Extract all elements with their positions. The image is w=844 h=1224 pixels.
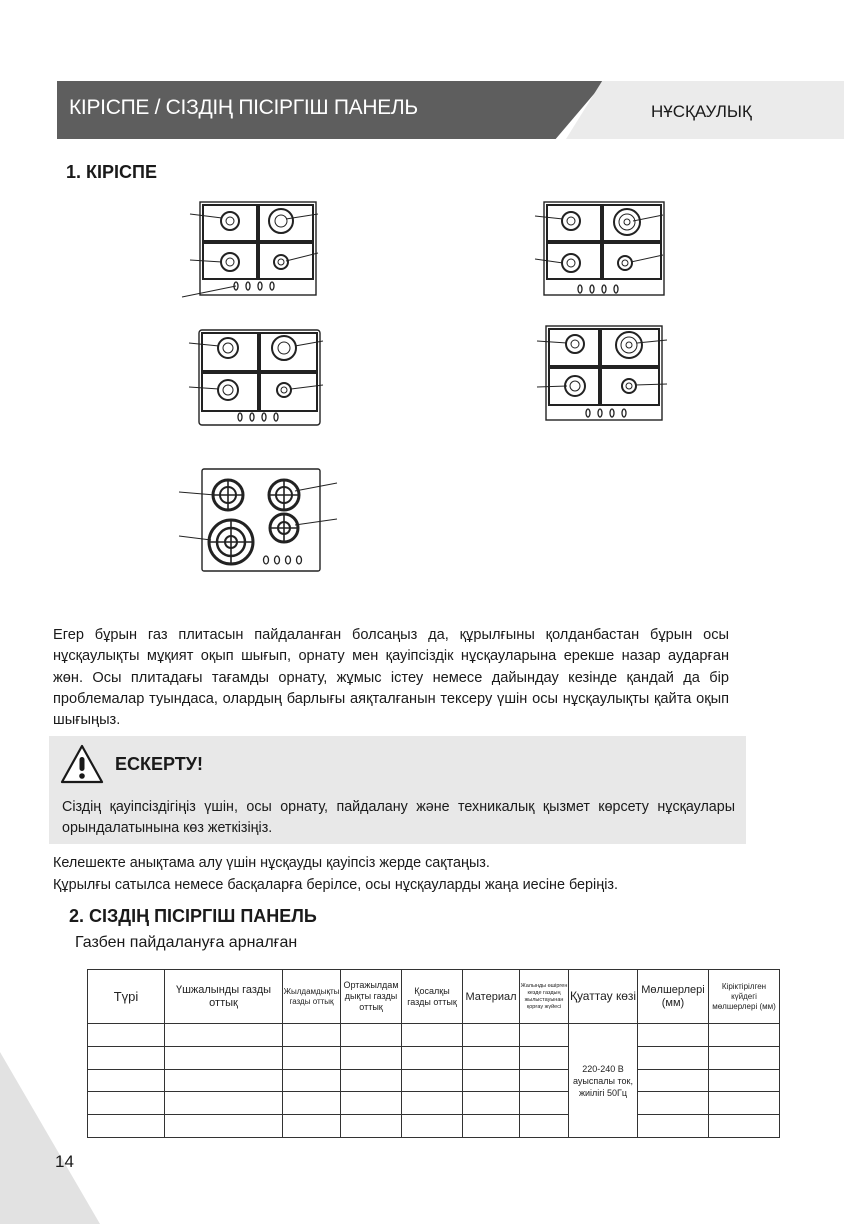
- table-row: [88, 1092, 780, 1115]
- spec-table: [87, 969, 780, 1138]
- table-row: [88, 1069, 780, 1092]
- warning-title: ЕСКЕРТУ!: [115, 754, 203, 774]
- table-row: [88, 1115, 780, 1138]
- warning-triangle-icon: [60, 744, 104, 784]
- table-header-cell: Мөлшерлері (мм): [638, 970, 709, 1024]
- table-row: [88, 1046, 780, 1069]
- table-header-cell: Үшжалынды газды оттық: [165, 970, 283, 1024]
- intro-paragraph: Егер бұрын газ плитасын пайдаланған болсаңыз да, құрылғыны қолданбастан бұрын осы нұсқаулықты мұқият оқып шығып, орнату мен қауіпсіздік нұсқауларына ерекше назар аударған жөн. Осы плитадағы тағамды орнату, жұмыс істеу немесе дайындау кезінде қандай да бір проблемалар туындаса, олардың барлығы аяқталғанын тексеру үшін осы нұсқаулықты қайта оқып шығыңыз.: [53, 627, 729, 729]
- header-tab-label: НҰСҚАУЛЫҚ: [651, 102, 752, 121]
- hob-diagram-2: [527, 197, 672, 302]
- table-header-cell: Қосалқы газды оттық: [402, 970, 463, 1024]
- page-number: 14: [55, 1152, 74, 1171]
- hob-diagram-1: [178, 197, 323, 302]
- table-row: [88, 1024, 780, 1047]
- section-subtitle: Газбен пайдалануға арналған: [75, 934, 298, 951]
- table-header-cell: Қуаттау көзі: [569, 970, 638, 1024]
- table-header-cell: Кіріктірілген күйдегі мөлшерлері (мм): [709, 970, 780, 1024]
- warning-text: Сіздің қауіпсіздігіңіз үшін, осы орнату, пайдалану және техникалық қызмет көрсету нұсқаулары орындалатынына көз жеткізіңіз.: [62, 799, 735, 836]
- power-supply-cell: 220-240 В ауыспалы ток, жиілігі 50Гц: [569, 1024, 638, 1138]
- table-header-cell: Ортажылдам дықты газды оттық: [341, 970, 402, 1024]
- hob-diagram-5: [175, 465, 345, 575]
- page-title: КІРІСПЕ / СІЗДІҢ ПІСІРГІШ ПАНЕЛЬ: [69, 96, 418, 119]
- hob-diagram-4: [529, 321, 674, 426]
- table-header-cell: Жылдамдықты газды оттық: [283, 970, 341, 1024]
- section-heading-intro: 1. КІРІСПЕ: [66, 162, 157, 182]
- table-header-cell: Түрі: [88, 970, 165, 1024]
- section-heading-hob: 2. СІЗДІҢ ПІСІРГІШ ПАНЕЛЬ: [69, 906, 317, 926]
- note-line: Келешекте анықтама алу үшін нұсқауды қауіпсіз жерде сақтаңыз.: [53, 855, 490, 871]
- note-line: Құрылғы сатылса немесе басқаларға берілсе, осы нұсқауларды жаңа иесіне беріңіз.: [53, 877, 618, 893]
- table-header-cell: Материал: [463, 970, 520, 1024]
- hob-diagram-3: [183, 326, 328, 431]
- corner-decoration: [0, 1052, 100, 1224]
- table-header-cell: Жалынды өшірген кезде газдың жылыстауынан қорғау жүйесі: [520, 970, 569, 1024]
